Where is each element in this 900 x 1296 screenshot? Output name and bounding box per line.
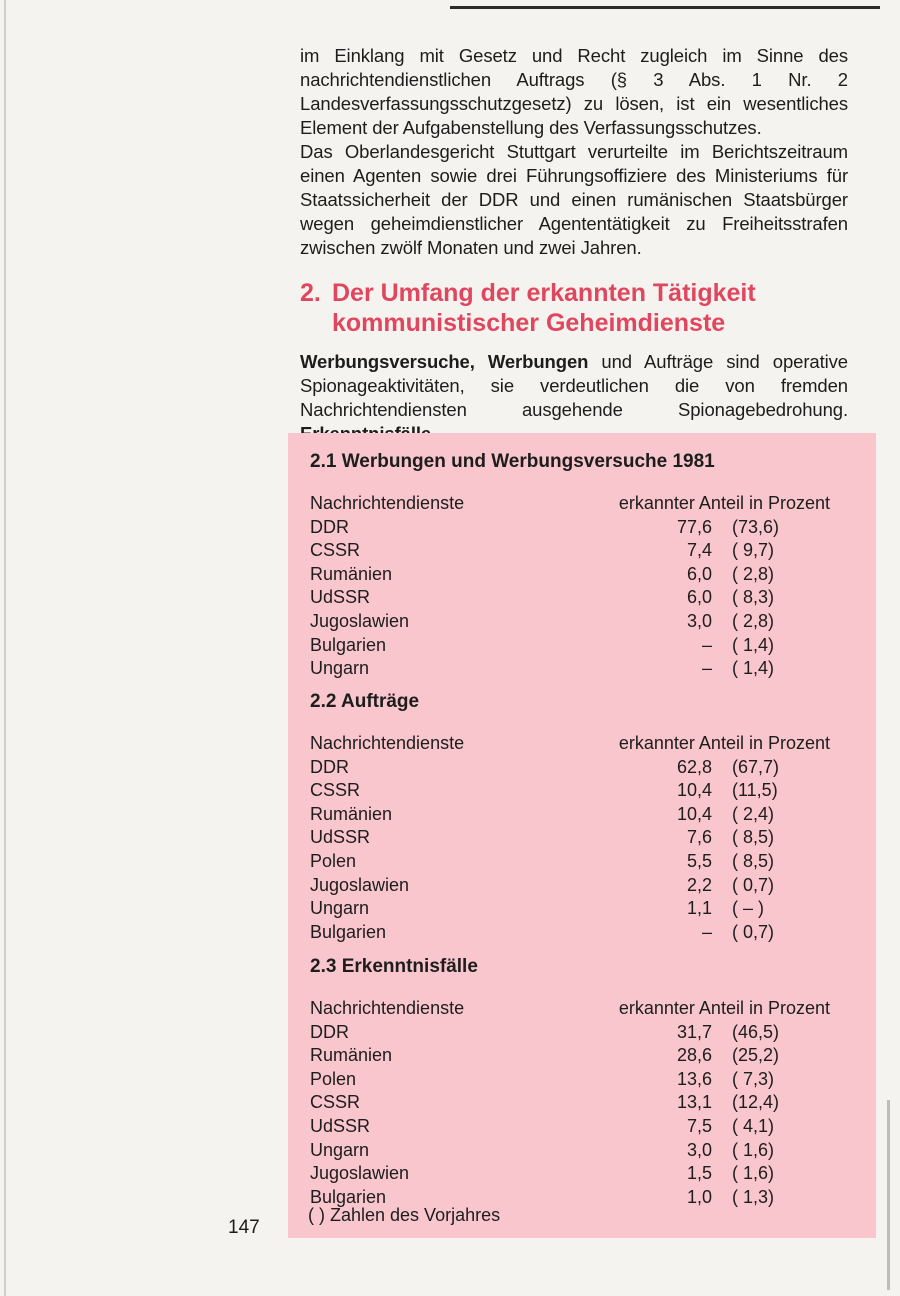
country-name: CSSR bbox=[310, 540, 361, 561]
country-name: DDR bbox=[310, 516, 349, 537]
share-value: – bbox=[701, 658, 712, 679]
table-title: 2.1 Werbungen und Werbungsversuche 1981 bbox=[310, 451, 715, 472]
table-row bbox=[310, 1139, 840, 1163]
previous-year-value: (25,2) bbox=[732, 1045, 780, 1066]
country-name: Bulgarien bbox=[310, 634, 387, 655]
table-row bbox=[310, 850, 840, 874]
column-header-service: Nachrichtendienste bbox=[310, 733, 465, 753]
table-title: 2.3 Erkenntnisfälle bbox=[310, 956, 478, 977]
previous-year-value: (67,7) bbox=[732, 756, 780, 777]
table-header bbox=[310, 732, 840, 756]
table-row bbox=[310, 657, 840, 681]
table-row bbox=[310, 1044, 840, 1068]
previous-year-value: ( 4,1) bbox=[732, 1115, 775, 1136]
country-name: Bulgarien bbox=[310, 921, 387, 942]
share-value: 3,0 bbox=[686, 1139, 712, 1160]
column-header-share: erkannter Anteil in Prozent bbox=[618, 998, 830, 1018]
country-name: Jugoslawien bbox=[310, 1163, 410, 1184]
table-row bbox=[310, 779, 840, 803]
previous-year-value: ( 8,5) bbox=[732, 827, 775, 848]
table-row bbox=[310, 756, 840, 780]
table-row bbox=[310, 921, 840, 945]
heading-number: 2. bbox=[300, 279, 321, 307]
previous-year-value: ( 8,5) bbox=[732, 850, 775, 871]
country-name: Ungarn bbox=[310, 898, 370, 919]
previous-year-value: ( 1,4) bbox=[732, 658, 775, 679]
country-name: Ungarn bbox=[310, 1139, 370, 1160]
share-value: 13,1 bbox=[676, 1092, 712, 1113]
table-row bbox=[310, 1091, 840, 1115]
previous-year-value: ( 2,4) bbox=[732, 803, 775, 824]
country-name: Rumänien bbox=[310, 803, 393, 824]
previous-year-value: ( 1,6) bbox=[732, 1139, 775, 1160]
previous-year-value: ( 0,7) bbox=[732, 921, 775, 942]
table-row bbox=[310, 610, 840, 634]
share-value: 7,5 bbox=[686, 1115, 712, 1136]
country-name: CSSR bbox=[310, 1092, 361, 1113]
table-row bbox=[310, 803, 840, 827]
share-value: – bbox=[701, 921, 712, 942]
country-name: Polen bbox=[310, 850, 357, 871]
country-name: Ungarn bbox=[310, 658, 370, 679]
previous-year-value: (46,5) bbox=[732, 1021, 780, 1042]
share-value: 1,1 bbox=[686, 898, 712, 919]
table-row bbox=[310, 539, 840, 563]
table-row bbox=[310, 1068, 840, 1092]
country-name: UdSSR bbox=[310, 1115, 371, 1136]
country-name: Rumänien bbox=[310, 1045, 393, 1066]
share-value: 28,6 bbox=[676, 1045, 712, 1066]
share-value: 7,6 bbox=[686, 827, 712, 848]
table-section-2 bbox=[310, 690, 840, 944]
share-value: 2,2 bbox=[686, 874, 712, 895]
country-name: Bulgarien bbox=[310, 1186, 387, 1207]
table-section-3 bbox=[310, 955, 840, 1209]
table-row bbox=[310, 563, 840, 587]
share-value: 62,8 bbox=[676, 756, 712, 777]
share-value: 7,4 bbox=[686, 540, 712, 561]
share-value: – bbox=[701, 634, 712, 655]
previous-year-value: ( 1,3) bbox=[732, 1186, 775, 1207]
table-header bbox=[310, 492, 840, 516]
previous-year-value: (12,4) bbox=[732, 1092, 780, 1113]
heading-line-1: Der Umfang der erkannten Tätigkeit bbox=[332, 279, 756, 307]
scan-edge-right bbox=[887, 1100, 890, 1290]
bold-term-1: Werbungsversuche, Werbungen bbox=[300, 351, 589, 372]
column-header-service: Nachrichtendienste bbox=[310, 998, 465, 1018]
paragraph-3-text: und Aufträge sind operative Spionageaktivitäten, sie verdeutlichen die von fremden Nachrichtendiensten ausgehende Spionagebedrohung. bbox=[300, 351, 848, 420]
share-value: 10,4 bbox=[676, 780, 712, 801]
table-row bbox=[310, 634, 840, 658]
table-section-1 bbox=[310, 450, 840, 681]
share-value: 31,7 bbox=[676, 1021, 712, 1042]
table-row bbox=[310, 826, 840, 850]
table-row bbox=[310, 586, 840, 610]
column-header-service: Nachrichtendienste bbox=[310, 493, 465, 513]
previous-year-value: ( 1,4) bbox=[732, 634, 775, 655]
previous-year-value: (73,6) bbox=[732, 516, 780, 537]
previous-year-value: ( 9,7) bbox=[732, 540, 775, 561]
country-name: DDR bbox=[310, 756, 349, 777]
share-value: 10,4 bbox=[676, 803, 712, 824]
page-number: 147 bbox=[228, 1217, 260, 1238]
table-row bbox=[310, 516, 840, 540]
previous-year-value: ( 2,8) bbox=[732, 610, 775, 631]
section-heading bbox=[300, 278, 860, 338]
share-value: 3,0 bbox=[686, 610, 712, 631]
previous-year-value: ( – ) bbox=[732, 898, 765, 919]
footnote: ( ) Zahlen des Vorjahres bbox=[308, 1205, 501, 1225]
previous-year-value: ( 1,6) bbox=[732, 1163, 775, 1184]
column-header-share: erkannter Anteil in Prozent bbox=[618, 493, 830, 513]
table-row bbox=[310, 874, 840, 898]
country-name: Jugoslawien bbox=[310, 874, 410, 895]
previous-year-value: (11,5) bbox=[732, 780, 778, 801]
scan-edge-left bbox=[4, 0, 6, 1296]
country-name: DDR bbox=[310, 1021, 349, 1042]
previous-year-value: ( 8,3) bbox=[732, 587, 775, 608]
country-name: UdSSR bbox=[310, 827, 371, 848]
share-value: 77,6 bbox=[676, 516, 712, 537]
table-title: 2.2 Aufträge bbox=[310, 691, 420, 712]
share-value: 13,6 bbox=[676, 1068, 712, 1089]
previous-year-value: ( 0,7) bbox=[732, 874, 775, 895]
intro-paragraph-1: im Einklang mit Gesetz und Recht zugleich im Sinne des nachrichtendienstlichen Auftrags (§ 3 Abs. 1 Nr. 2 Landesverfassungsschutzgesetz) zu lösen, ist ein wesentliches Element der Aufgabenstellung des Verfassungsschutzes. bbox=[300, 45, 848, 138]
previous-year-value: ( 7,3) bbox=[732, 1068, 775, 1089]
share-value: 6,0 bbox=[686, 587, 712, 608]
heading-line-2: kommunistischer Geheimdienste bbox=[332, 309, 726, 337]
share-value: 1,5 bbox=[686, 1163, 712, 1184]
country-name: UdSSR bbox=[310, 587, 371, 608]
country-name: Jugoslawien bbox=[310, 610, 410, 631]
top-rule bbox=[450, 6, 880, 9]
country-name: Polen bbox=[310, 1068, 357, 1089]
table-row bbox=[310, 1162, 840, 1186]
table-header bbox=[310, 997, 840, 1021]
previous-year-value: ( 2,8) bbox=[732, 563, 775, 584]
intro-paragraph-2: Das Oberlandesgericht Stuttgart verurteilte im Berichtszeitraum einen Agenten sowie drei Führungsoffiziere des Ministeriums für Staatssicherheit der DDR und einen rumänischen Staatsbürger wegen geheimdienstlicher Agententätigkeit zu Freiheitsstrafen zwischen zwölf Monaten und zwei Jahren. bbox=[300, 141, 848, 258]
table-row bbox=[310, 1115, 840, 1139]
table-row bbox=[310, 897, 840, 921]
share-value: 5,5 bbox=[686, 850, 712, 871]
table-row bbox=[310, 1021, 840, 1045]
intro-paragraph-3 bbox=[300, 350, 848, 446]
share-value: 6,0 bbox=[686, 563, 712, 584]
share-value: 1,0 bbox=[686, 1186, 712, 1207]
country-name: Rumänien bbox=[310, 563, 393, 584]
country-name: CSSR bbox=[310, 780, 361, 801]
column-header-share: erkannter Anteil in Prozent bbox=[618, 733, 830, 753]
